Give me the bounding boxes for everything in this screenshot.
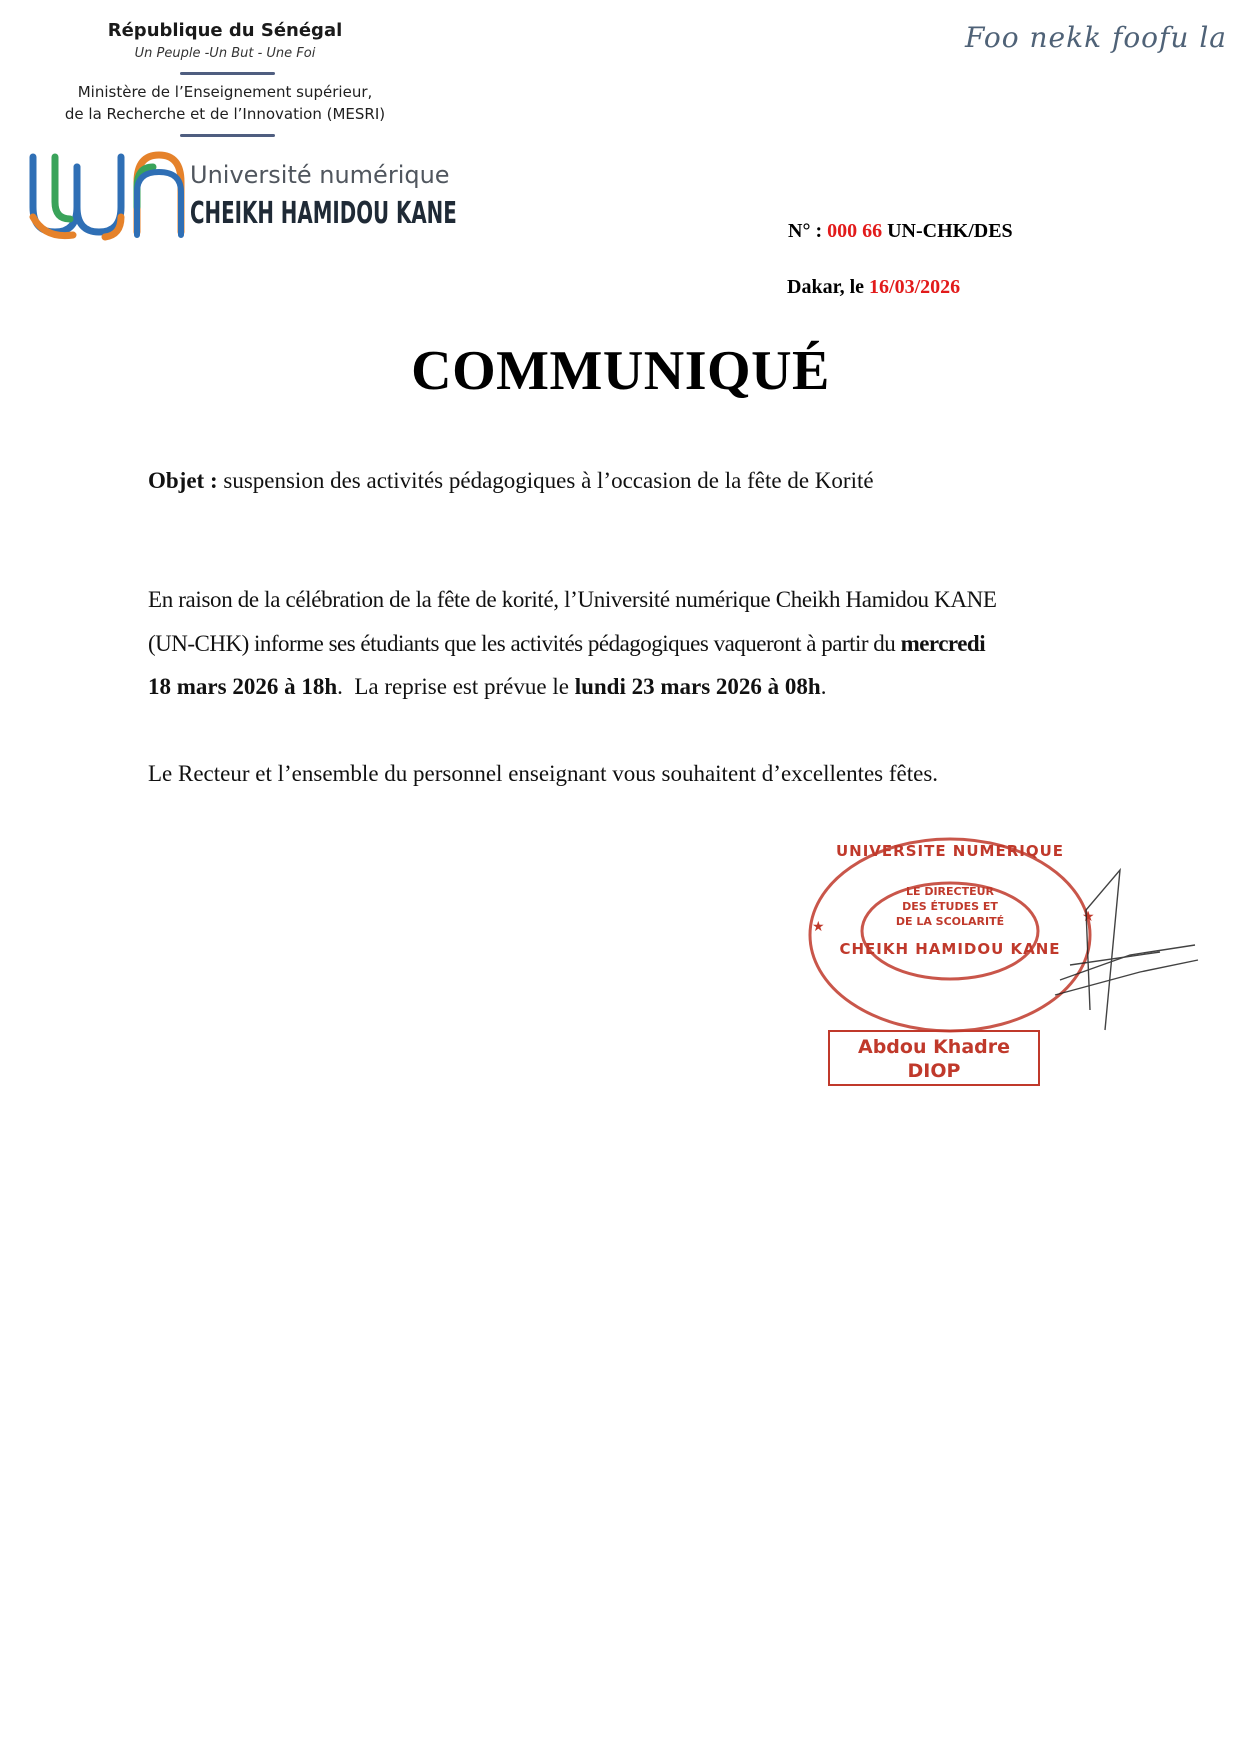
document-date <box>787 275 960 299</box>
republic-heading: République du Sénégal <box>107 20 343 41</box>
stamp-center-line: DES ÉTUDES ET <box>902 900 998 913</box>
closing-line: Le Recteur et l’ensemble du personnel enseignant vous souhaitent d’excellentes fêtes. <box>148 761 939 786</box>
national-motto: Un Peuple -Un But - Une Foi <box>134 46 316 61</box>
stamp-star-icon: ★ <box>812 920 825 935</box>
signatory-name: Abdou Khadre <box>857 1036 1011 1058</box>
reference-value: 000 66 <box>827 220 883 242</box>
body-line <box>148 673 826 701</box>
tagline-script: Foo nekk foofu la <box>965 21 1227 54</box>
ministry-name-line2: de la Recherche et de l’Innovation (MESRI) <box>64 105 386 123</box>
date-value: 16/03/2026 <box>869 276 961 298</box>
stamp-center-text <box>870 884 1030 929</box>
stamp-outer-ring <box>810 839 1090 1031</box>
stamp-ring-top-text: UNIVERSITE NUMERIQUE <box>835 842 1065 860</box>
university-logo-mark <box>25 147 185 242</box>
stamp-star-icon: ★ <box>1082 910 1095 925</box>
date-label: Dakar, le <box>787 276 870 298</box>
reference-number <box>788 219 1013 243</box>
body-bold: 18 mars 2026 à 18h <box>148 674 338 699</box>
logo-text-name: CHEIKH HAMIDOU KANE <box>190 196 457 231</box>
document-title: COMMUNIQUÉ <box>411 340 830 402</box>
body-line: En raison de la célébration de la fête de korité, l’Université numérique Cheikh Hamidou KANE <box>148 587 997 612</box>
body-text: (UN-CHK) informe ses étudiants que les activités pédagogiques vaqueront à partir du <box>148 631 901 656</box>
body-line <box>148 630 985 658</box>
header-divider <box>180 134 275 137</box>
header-divider <box>180 72 275 75</box>
body-text: . La reprise est prévue le <box>337 674 575 699</box>
stamp-ring-bottom-text: CHEIKH HAMIDOU KANE <box>839 940 1061 958</box>
body-bold: mercredi <box>900 631 986 656</box>
reference-label: N° : <box>788 220 828 242</box>
subject-text: suspension des activités pédagogiques à l’occasion de la fête de Korité <box>217 468 874 493</box>
signatory-surname: DIOP <box>907 1060 961 1082</box>
stamp-center-line: LE DIRECTEUR <box>905 885 995 898</box>
stamp-center-line: DE LA SCOLARITÉ <box>895 915 1005 928</box>
ministry-name-line1: Ministère de l’Enseignement supérieur, <box>77 83 373 101</box>
subject-line <box>148 467 874 495</box>
logo-text-university: Université numérique <box>190 161 450 189</box>
reference-suffix: UN-CHK/DES <box>882 220 1013 242</box>
body-bold: lundi 23 mars 2026 à 08h <box>574 674 821 699</box>
stamp-name-box <box>828 1030 1040 1086</box>
subject-label: Objet : <box>148 468 218 493</box>
body-text: . <box>820 674 827 699</box>
handwritten-signature <box>1050 860 1200 1040</box>
